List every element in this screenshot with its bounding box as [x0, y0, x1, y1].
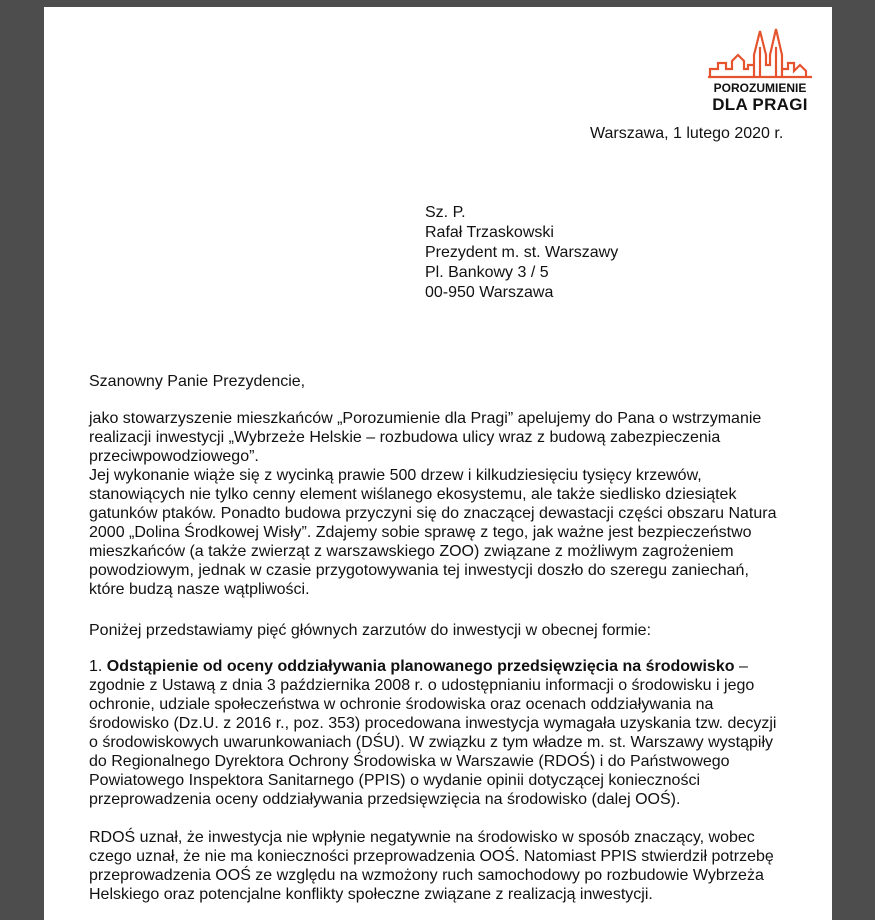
- document-page: [44, 7, 832, 920]
- text-line: RDOŚ uznał, że inwestycja nie wpłynie negatywnie na środowisko w sposób znaczący, wobec: [89, 829, 755, 846]
- paragraph-appeal: [89, 409, 789, 599]
- text-line: o środowiskowych uwarunkowaniach (DŚU). W związku z tym władze m. st. Warszawy wystąpiły: [89, 734, 774, 751]
- text-line: środowisko (Dz.U. z 2016 r., poz. 353) procedowana inwestycja wymagała uzyskania tzw. decyzji: [89, 715, 777, 732]
- text-line: powodziowym, jednak w czasie przygotowywania tej inwestycji doszło do szeregu zaniechań,: [89, 562, 749, 579]
- text-line: mieszkańców (a także zwierząt z warszawskiego ZOO) związane z możliwym zagrożeniem: [89, 543, 734, 560]
- item-dash: –: [734, 658, 748, 675]
- address-line: Pl. Bankowy 3 / 5: [425, 264, 549, 281]
- skyline-icon: [708, 25, 812, 81]
- address-line: 00-950 Warszawa: [425, 284, 554, 301]
- text-line: Powiatowego Inspektora Sanitarnego (PPIS) o wydanie opinii dotyczącej konieczności: [89, 772, 701, 789]
- text-line: zgodnie z Ustawą z dnia 3 października 2008 r. o udostępnianiu informacji o środowisku i jego: [89, 677, 755, 694]
- paragraph-rdos: [89, 828, 789, 904]
- text-line: przeprowadzenia OOŚ ze względu na wzmożony ruch samochodowy po rozbudowie Wybrzeża: [89, 867, 764, 884]
- logo-line-2: DLA PRAGI: [712, 95, 808, 114]
- text-line: przeprowadzenia oceny oddziaływania przedsięwzięcia na środowisko (dalej OOŚ).: [89, 791, 681, 808]
- recipient-address: [425, 203, 618, 303]
- salutation: [89, 372, 789, 391]
- text-line: jako stowarzyszenie mieszkańców „Porozumienie dla Pragi” apelujemy do Pana o wstrzymanie: [89, 410, 762, 427]
- logo-line-1: POROZUMIENIE: [713, 81, 807, 95]
- address-line: Rafał Trzaskowski: [425, 224, 554, 241]
- text-line: realizacji inwestycji „Wybrzeże Helskie – rozbudowa ulicy wraz z budową zabezpieczenia: [89, 429, 721, 446]
- paragraph-intro: [89, 621, 789, 640]
- address-line: Sz. P.: [425, 204, 466, 221]
- item-heading: Odstąpienie od oceny oddziaływania planowanego przedsięwzięcia na środowisko: [106, 658, 735, 675]
- text-line: Jej wykonanie wiąże się z wycinką prawie 500 drzew i kilkudziesięciu tysięcy krzewów,: [89, 467, 702, 484]
- text-line: 2000 „Dolina Środkowej Wisły”. Zdajemy sobie sprawę z tego, jak ważne jest bezpieczeństwo: [89, 524, 752, 541]
- text-line: które budzą nasze wątpliwości.: [89, 581, 310, 598]
- porozumienie-logo: [708, 25, 812, 117]
- text-line: Poniżej przedstawiamy pięć głównych zarzutów do inwestycji w obecnej formie:: [89, 622, 652, 639]
- address-line: Prezydent m. st. Warszawy: [425, 244, 619, 261]
- text-line: do Regionalnego Dyrektora Ochrony Środowiska w Warszawie (RDOŚ) i do Państwowego: [89, 753, 730, 770]
- salutation-text: Szanowny Panie Prezydencie,: [89, 373, 306, 390]
- text-line: czego uznał, że nie ma konieczności przeprowadzenia OOŚ. Natomiast PPIS stwierdził potrzebę: [89, 848, 774, 865]
- text-line: stanowiących nie tylko cenny element wiślanego ekosystemu, ale także siedlisko dziesiątek: [89, 486, 737, 503]
- text-line: Helskiego oraz potencjalne konflikty społeczne związane z realizacją inwestycji.: [89, 886, 653, 903]
- text-line: ochronie, udziale społeczeństwa w ochronie środowiska oraz ocenach oddziaływania na: [89, 696, 714, 713]
- letter-date: Warszawa, 1 lutego 2020 r.: [590, 125, 784, 142]
- text-line: przeciwpowodziowego”.: [89, 448, 259, 465]
- item-1-heading-line: [89, 657, 789, 676]
- text-line: gatunków ptaków. Ponadto budowa przyczyni się do znaczącej dewastacji części obszaru Natura: [89, 505, 777, 522]
- item-number: 1.: [89, 658, 107, 675]
- item-1: [89, 657, 789, 809]
